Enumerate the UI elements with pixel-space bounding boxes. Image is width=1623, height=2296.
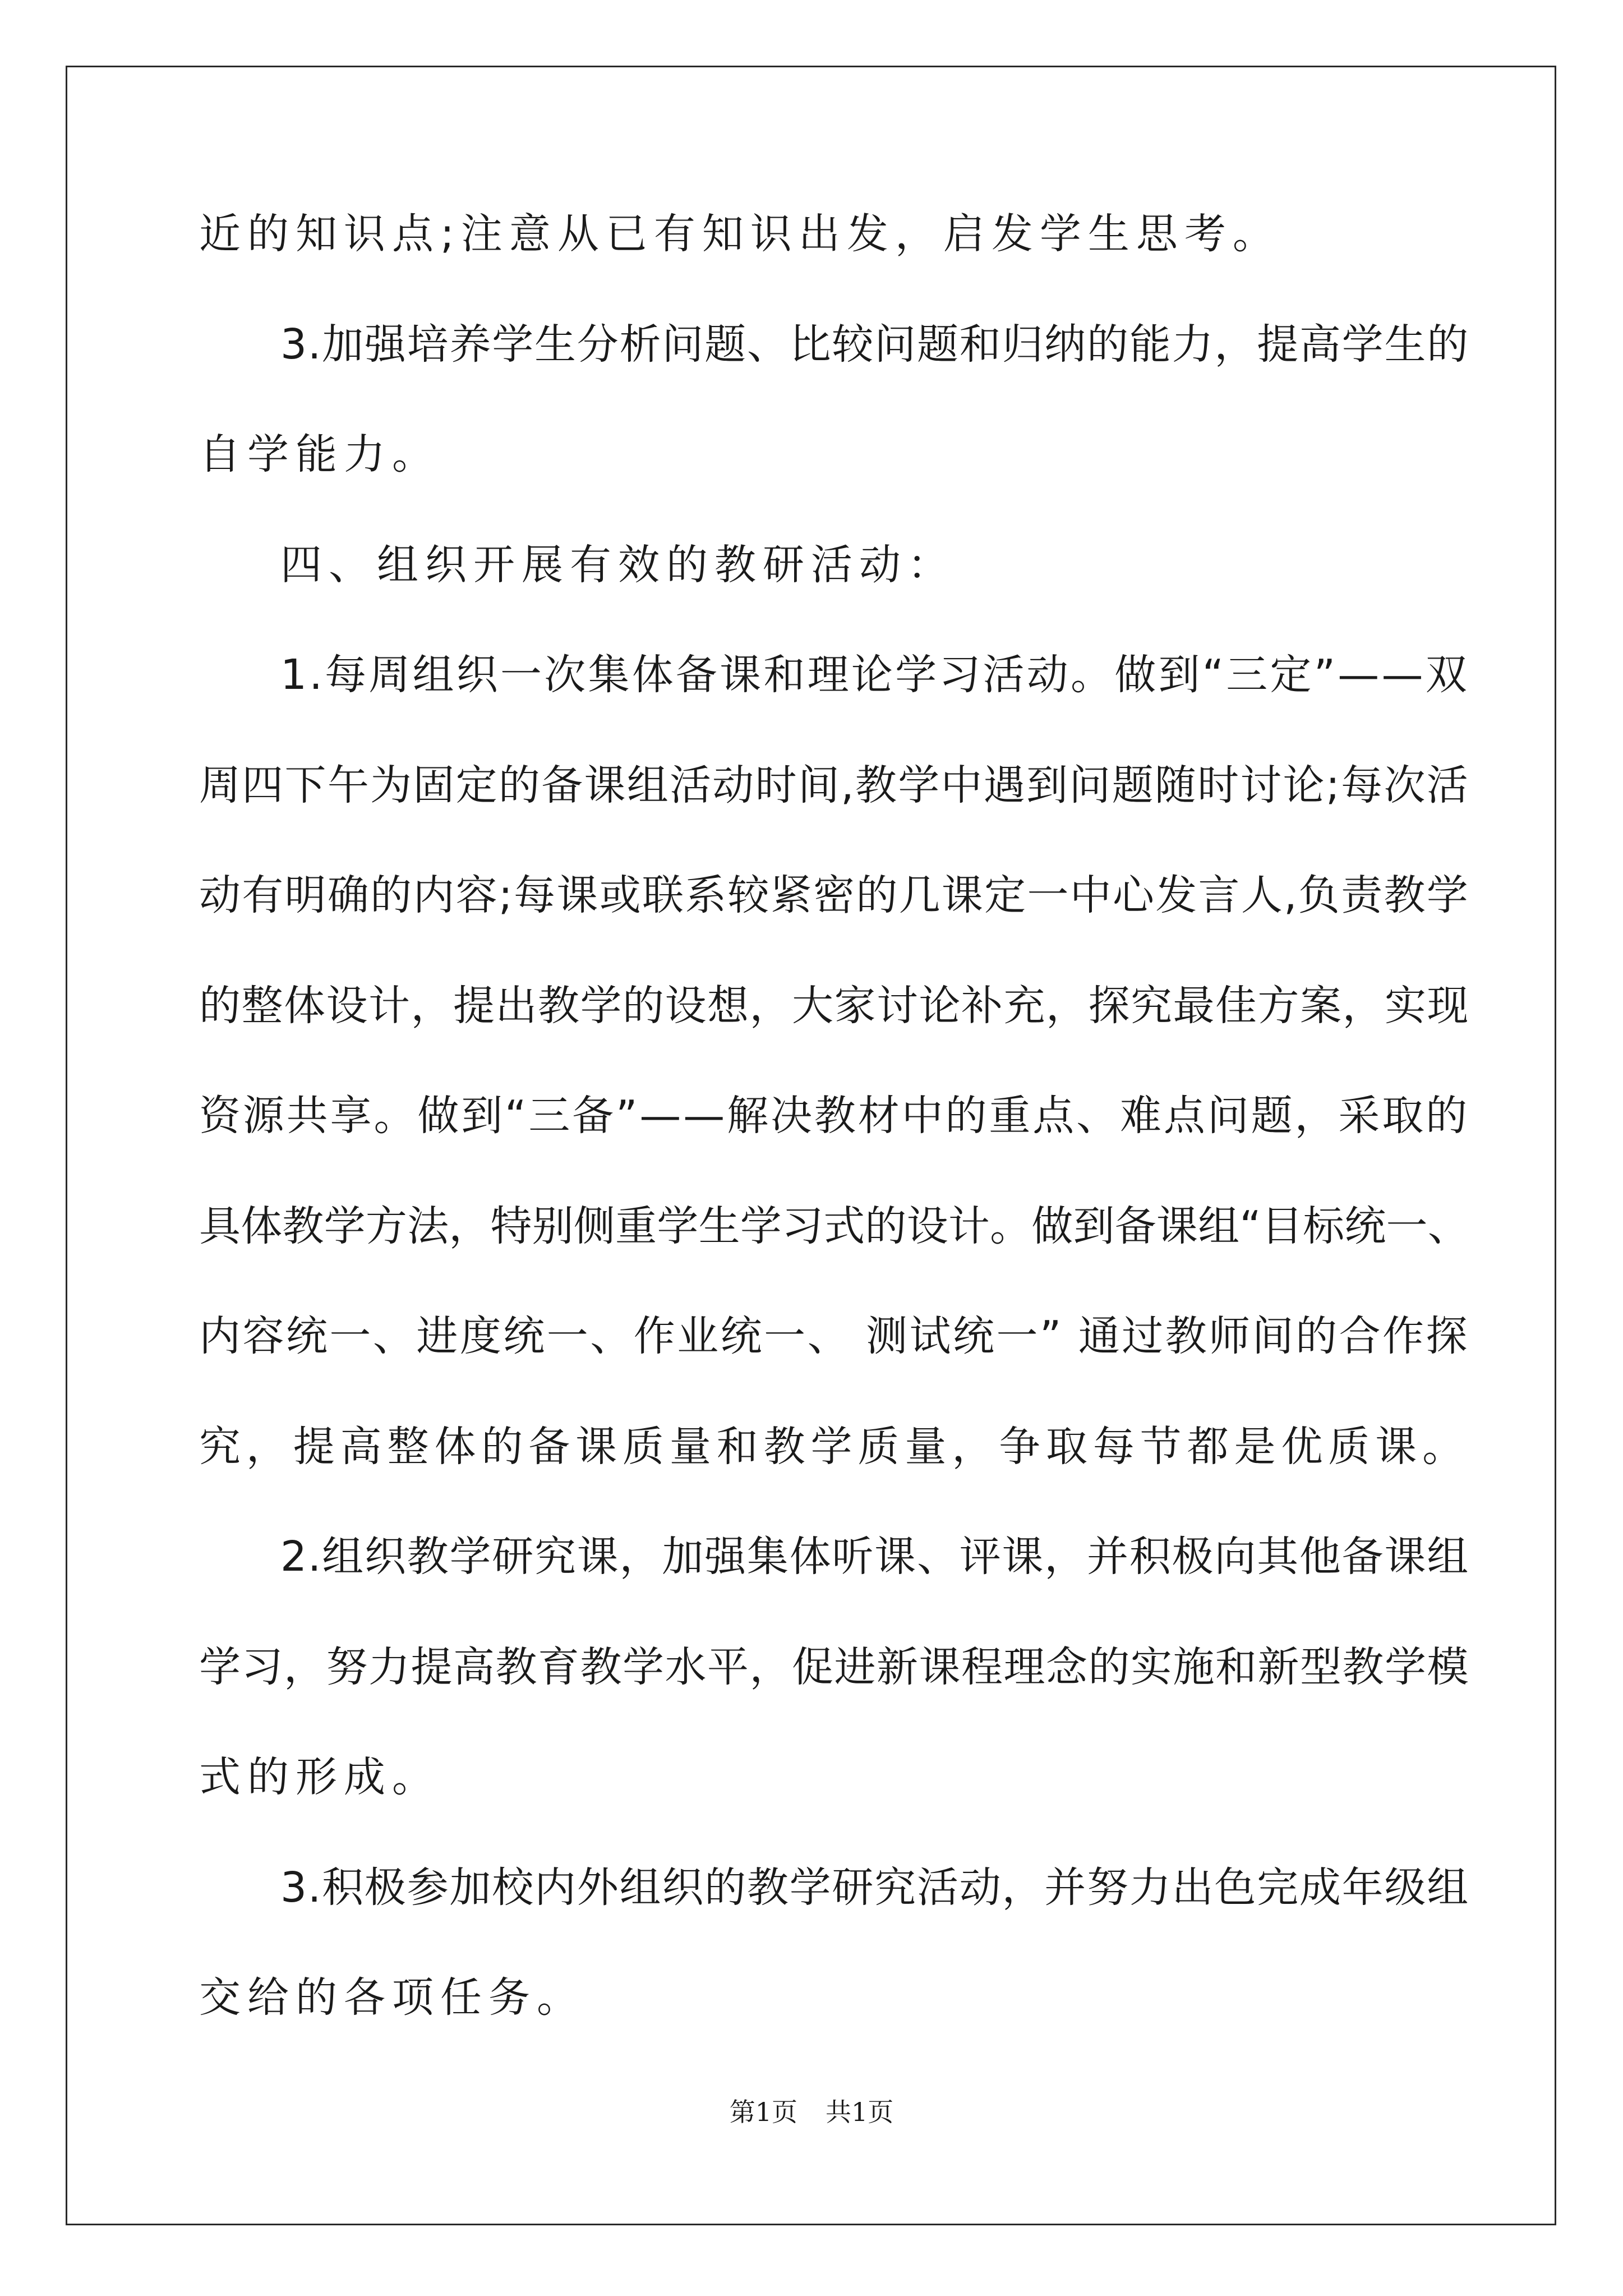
text-line: 学习，努力提高教育教学水平，促进新课程理念的实施和新型教学模 (199, 1643, 1469, 1691)
text-line: 交给的各项任务。 (199, 1973, 585, 2022)
text-line: 式的形成。 (199, 1753, 440, 1801)
text-line: 内容统一、进度统一、作业统一、 测试统一” 通过教师间的合作探 (199, 1312, 1469, 1360)
page-footer (0, 2099, 1623, 2125)
text-line: 动有明确的内容;每课或联系较紧密的几课定一中心发言人,负责教学 (199, 871, 1469, 919)
text-line: 周四下午为固定的备课组活动时间,教学中遇到问题随时讨论;每次活 (199, 761, 1469, 809)
text-line: 近的知识点;注意从已有知识出发，启发学生思考。 (199, 210, 1281, 258)
page-total: 共1页 (826, 2097, 894, 2127)
text-line: 资源共享。做到“三备”——解决教材中的重点、难点问题，采取的 (199, 1092, 1469, 1140)
text-line: 3.加强培养学生分析问题、比较问题和归纳的能力，提高学生的 (280, 320, 1469, 369)
text-line: 自学能力。 (199, 430, 440, 478)
text-line: 究，提高整体的备课质量和教学质量，争取每节都是优质课。 (199, 1423, 1469, 1471)
section-heading: 四、组织开展有效的教研活动： (280, 541, 956, 589)
text-line: 3.积极参加校内外组织的教学研究活动，并努力出色完成年级组 (280, 1864, 1469, 1912)
page-number: 第1页 (729, 2097, 797, 2127)
text-line: 的整体设计，提出教学的设想，大家讨论补充，探究最佳方案，实现 (199, 982, 1469, 1030)
text-line: 2.组织教学研究课，加强集体听课、评课，并积极向其他备课组 (280, 1533, 1469, 1581)
text-line: 1.每周组织一次集体备课和理论学习活动。做到“三定”——双 (280, 651, 1469, 699)
text-line: 具体教学方法，特别侧重学生学习式的设计。做到备课组“目标统一、 (199, 1202, 1469, 1250)
